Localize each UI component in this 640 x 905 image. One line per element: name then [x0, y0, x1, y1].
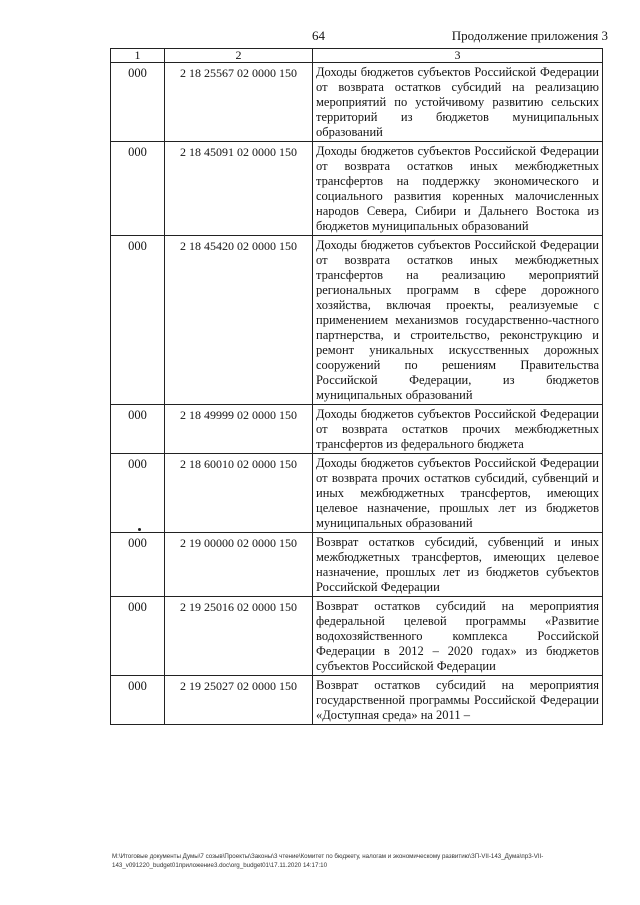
revenue-name-cell: Доходы бюджетов субъектов Российской Федерации от возврата остатков иных межбюджетных трансфертов на реализацию мероприятий региональных программ в сфере дорожного хозяйства, включая проекты, реализуемые с применением механизмов государственно-частного партнерства, и строительство, реконструкцию и ремонт уникальных искусственных дорожных сооружений по решениям Правительства Российской Федерации, из бюджетов муниципальных образований [313, 236, 603, 405]
column-header: 2 [165, 49, 313, 63]
revenue-name-cell: Возврат остатков субсидий на мероприятия федеральной целевой программы «Развитие водохозяйственного комплекса Российской Федерации в 2012 – 2020 годах» из бюджетов субъектов Российской Федерации [313, 597, 603, 676]
column-header: 3 [313, 49, 603, 63]
admin-code-cell: 000 [111, 236, 165, 405]
revenue-name-cell: Возврат остатков субсидий на мероприятия государственной программы Российской Федерации «Доступная среда» на 2011 – [313, 676, 603, 725]
file-path-line: M:\Итоговые документы Думы\7 созыв\Проекты\Законы\3 чтение\Комитет по бюджету, налогам и экономическому развитию\ЗП-VII-143_Дума\пр3-VII- [112, 853, 544, 860]
admin-code-cell: 000 [111, 597, 165, 676]
scan-speck [138, 528, 141, 531]
column-header: 1 [111, 49, 165, 63]
table-row [111, 533, 603, 597]
admin-code-cell: 000 [111, 142, 165, 236]
table-row [111, 597, 603, 676]
revenue-table [110, 48, 603, 725]
admin-code-cell: 000 [111, 63, 165, 142]
table-header-row [111, 49, 603, 63]
table-row [111, 236, 603, 405]
table-row [111, 676, 603, 725]
table-row [111, 63, 603, 142]
revenue-name-cell: Доходы бюджетов субъектов Российской Федерации от возврата прочих остатков субсидий, субвенций и иных межбюджетных трансфертов, имеющих целевое назначение, прошлых лет из бюджетов муниципальных образований [313, 454, 603, 533]
table-row [111, 454, 603, 533]
kbk-code-cell: 2 18 45091 02 0000 150 [165, 142, 313, 236]
table-row [111, 405, 603, 454]
file-path-footer [112, 852, 612, 870]
revenue-name-cell: Доходы бюджетов субъектов Российской Федерации от возврата остатков субсидий на реализацию мероприятий по устойчивому развитию сельских территорий из бюджетов муниципальных образований [313, 63, 603, 142]
revenue-name-cell: Возврат остатков субсидий, субвенций и иных межбюджетных трансфертов, имеющих целевое назначение, прошлых лет из бюджетов субъектов Российской Федерации [313, 533, 603, 597]
kbk-code-cell: 2 18 60010 02 0000 150 [165, 454, 313, 533]
continuation-title: Продолжение приложения 3 [451, 28, 608, 43]
page-number: 64 [312, 28, 325, 43]
admin-code-cell: 000 [111, 454, 165, 533]
admin-code-cell: 000 [111, 405, 165, 454]
revenue-name-cell: Доходы бюджетов субъектов Российской Федерации от возврата остатков иных межбюджетных трансфертов на поддержку экономического и социального развития коренных малочисленных народов Севера, Сибири и Дальнего Востока из бюджетов муниципальных образований [313, 142, 603, 236]
kbk-code-cell: 2 19 00000 02 0000 150 [165, 533, 313, 597]
kbk-code-cell: 2 18 45420 02 0000 150 [165, 236, 313, 405]
kbk-code-cell: 2 19 25016 02 0000 150 [165, 597, 313, 676]
file-path-line: 143_v091220_budget01приложение3.doc\org_budget01\17.11.2020 14:17:10 [112, 862, 328, 869]
kbk-code-cell: 2 18 49999 02 0000 150 [165, 405, 313, 454]
kbk-code-cell: 2 19 25027 02 0000 150 [165, 676, 313, 725]
table-row [111, 142, 603, 236]
admin-code-cell: 000 [111, 533, 165, 597]
kbk-code-cell: 2 18 25567 02 0000 150 [165, 63, 313, 142]
admin-code-cell: 000 [111, 676, 165, 725]
revenue-name-cell: Доходы бюджетов субъектов Российской Федерации от возврата остатков прочих межбюджетных трансфертов из федерального бюджета [313, 405, 603, 454]
